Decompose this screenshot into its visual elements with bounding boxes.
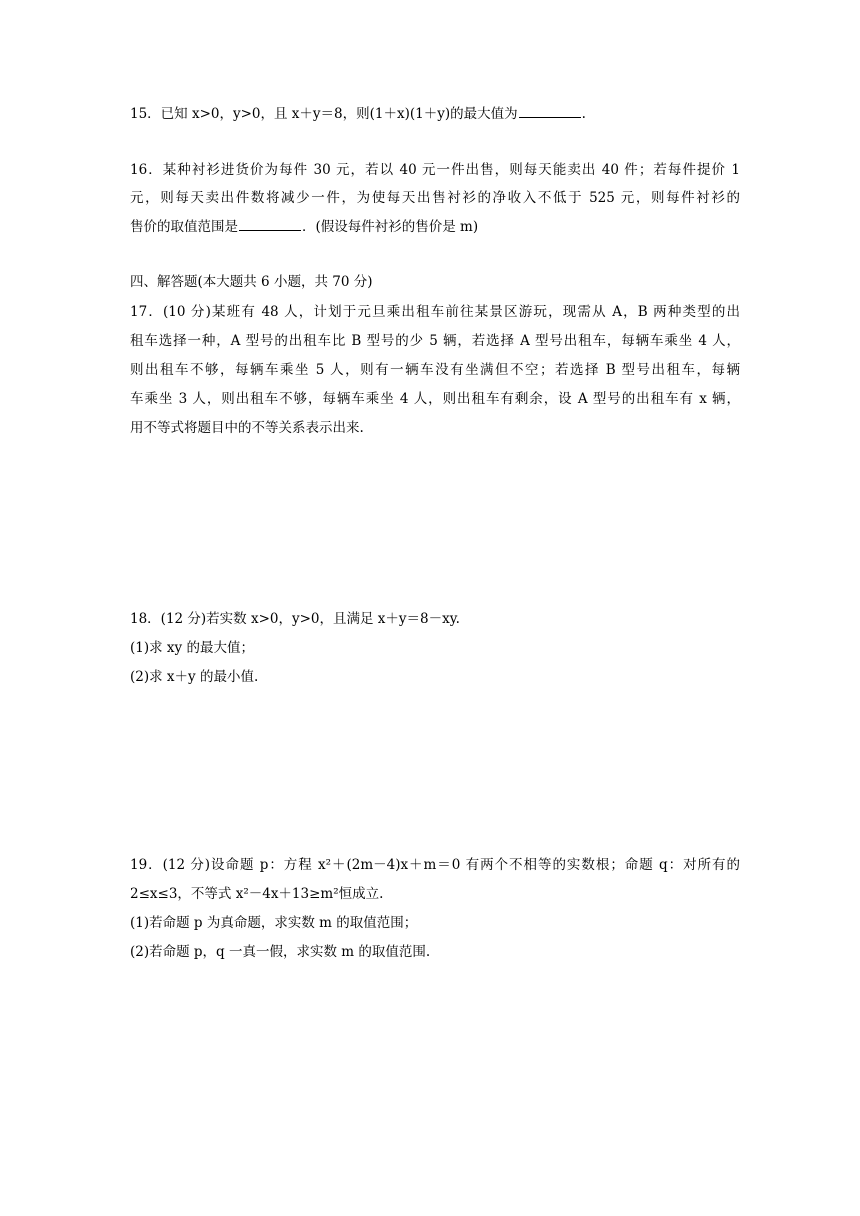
q15-text: 15．已知 x>0，y>0，且 x＋y＝8，则(1＋x)(1＋y)的最大值为 <box>130 106 518 122</box>
q19-line-2: 2≤x≤3，不等式 x²－4x＋13≥m²恒成立. <box>130 886 384 902</box>
q19-line-1: 19．(12 分)设命题 p：方程 x²＋(2m－4)x＋m＝0 有两个不相等的实数根；命题 q：对所有的 <box>130 857 740 873</box>
q16-text-end: ．(假设每件衬衫的售价是 m) <box>302 219 479 235</box>
question-15 <box>130 104 740 124</box>
q16-answer-blank[interactable] <box>239 218 301 231</box>
q18-line-2: (1)求 xy 的最大值； <box>130 640 254 656</box>
q18-line-1: 18．(12 分)若实数 x>0，y>0，且满足 x＋y＝8－xy. <box>130 611 460 627</box>
q17-line-2: 租车选择一种，A 型号的出租车比 B 型号的少 5 辆，若选择 A 型号出租车，每辆车乘坐 4 人， <box>130 333 740 349</box>
q17-line-3: 则出租车不够，每辆车乘坐 5 人，则有一辆车没有坐满但不空；若选择 B 型号出租车，每辆 <box>130 362 740 378</box>
q17-line-5: 用不等式将题目中的不等关系表示出来. <box>130 420 364 436</box>
q19-line-4: (2)若命题 p，q 一真一假，求实数 m 的取值范围. <box>130 944 431 960</box>
q15-text-end: . <box>581 106 586 122</box>
q19-line-3: (1)若命题 p 为真命题，求实数 m 的取值范围； <box>130 915 418 931</box>
q17-line-4: 车乘坐 3 人，则出租车不够，每辆车乘坐 4 人，则出租车有剩余，设 A 型号的出租车有 x 辆， <box>130 391 740 407</box>
q15-answer-blank[interactable] <box>519 105 581 118</box>
q16-line-2: 元，则每天卖出件数将减少一件，为使每天出售衬衫的净收入不低于 525 元，则每件衬衫的 <box>130 190 740 206</box>
q18-line-3: (2)求 x＋y 的最小值. <box>130 669 259 685</box>
q17-line-1: 17．(10 分)某班有 48 人，计划于元旦乘出租车前往某景区游玩，现需从 A，B 两种类型的出 <box>130 304 740 320</box>
q16-line-1: 16．某种衬衫进货价为每件 30 元，若以 40 元一件出售，则每天能卖出 40 件；若每件提价 1 <box>130 162 740 178</box>
q16-text: 售价的取值范围是 <box>130 219 238 235</box>
section-title: 四、解答题(本大题共 6 小题，共 70 分) <box>130 274 373 290</box>
q16-line-3 <box>130 217 740 237</box>
